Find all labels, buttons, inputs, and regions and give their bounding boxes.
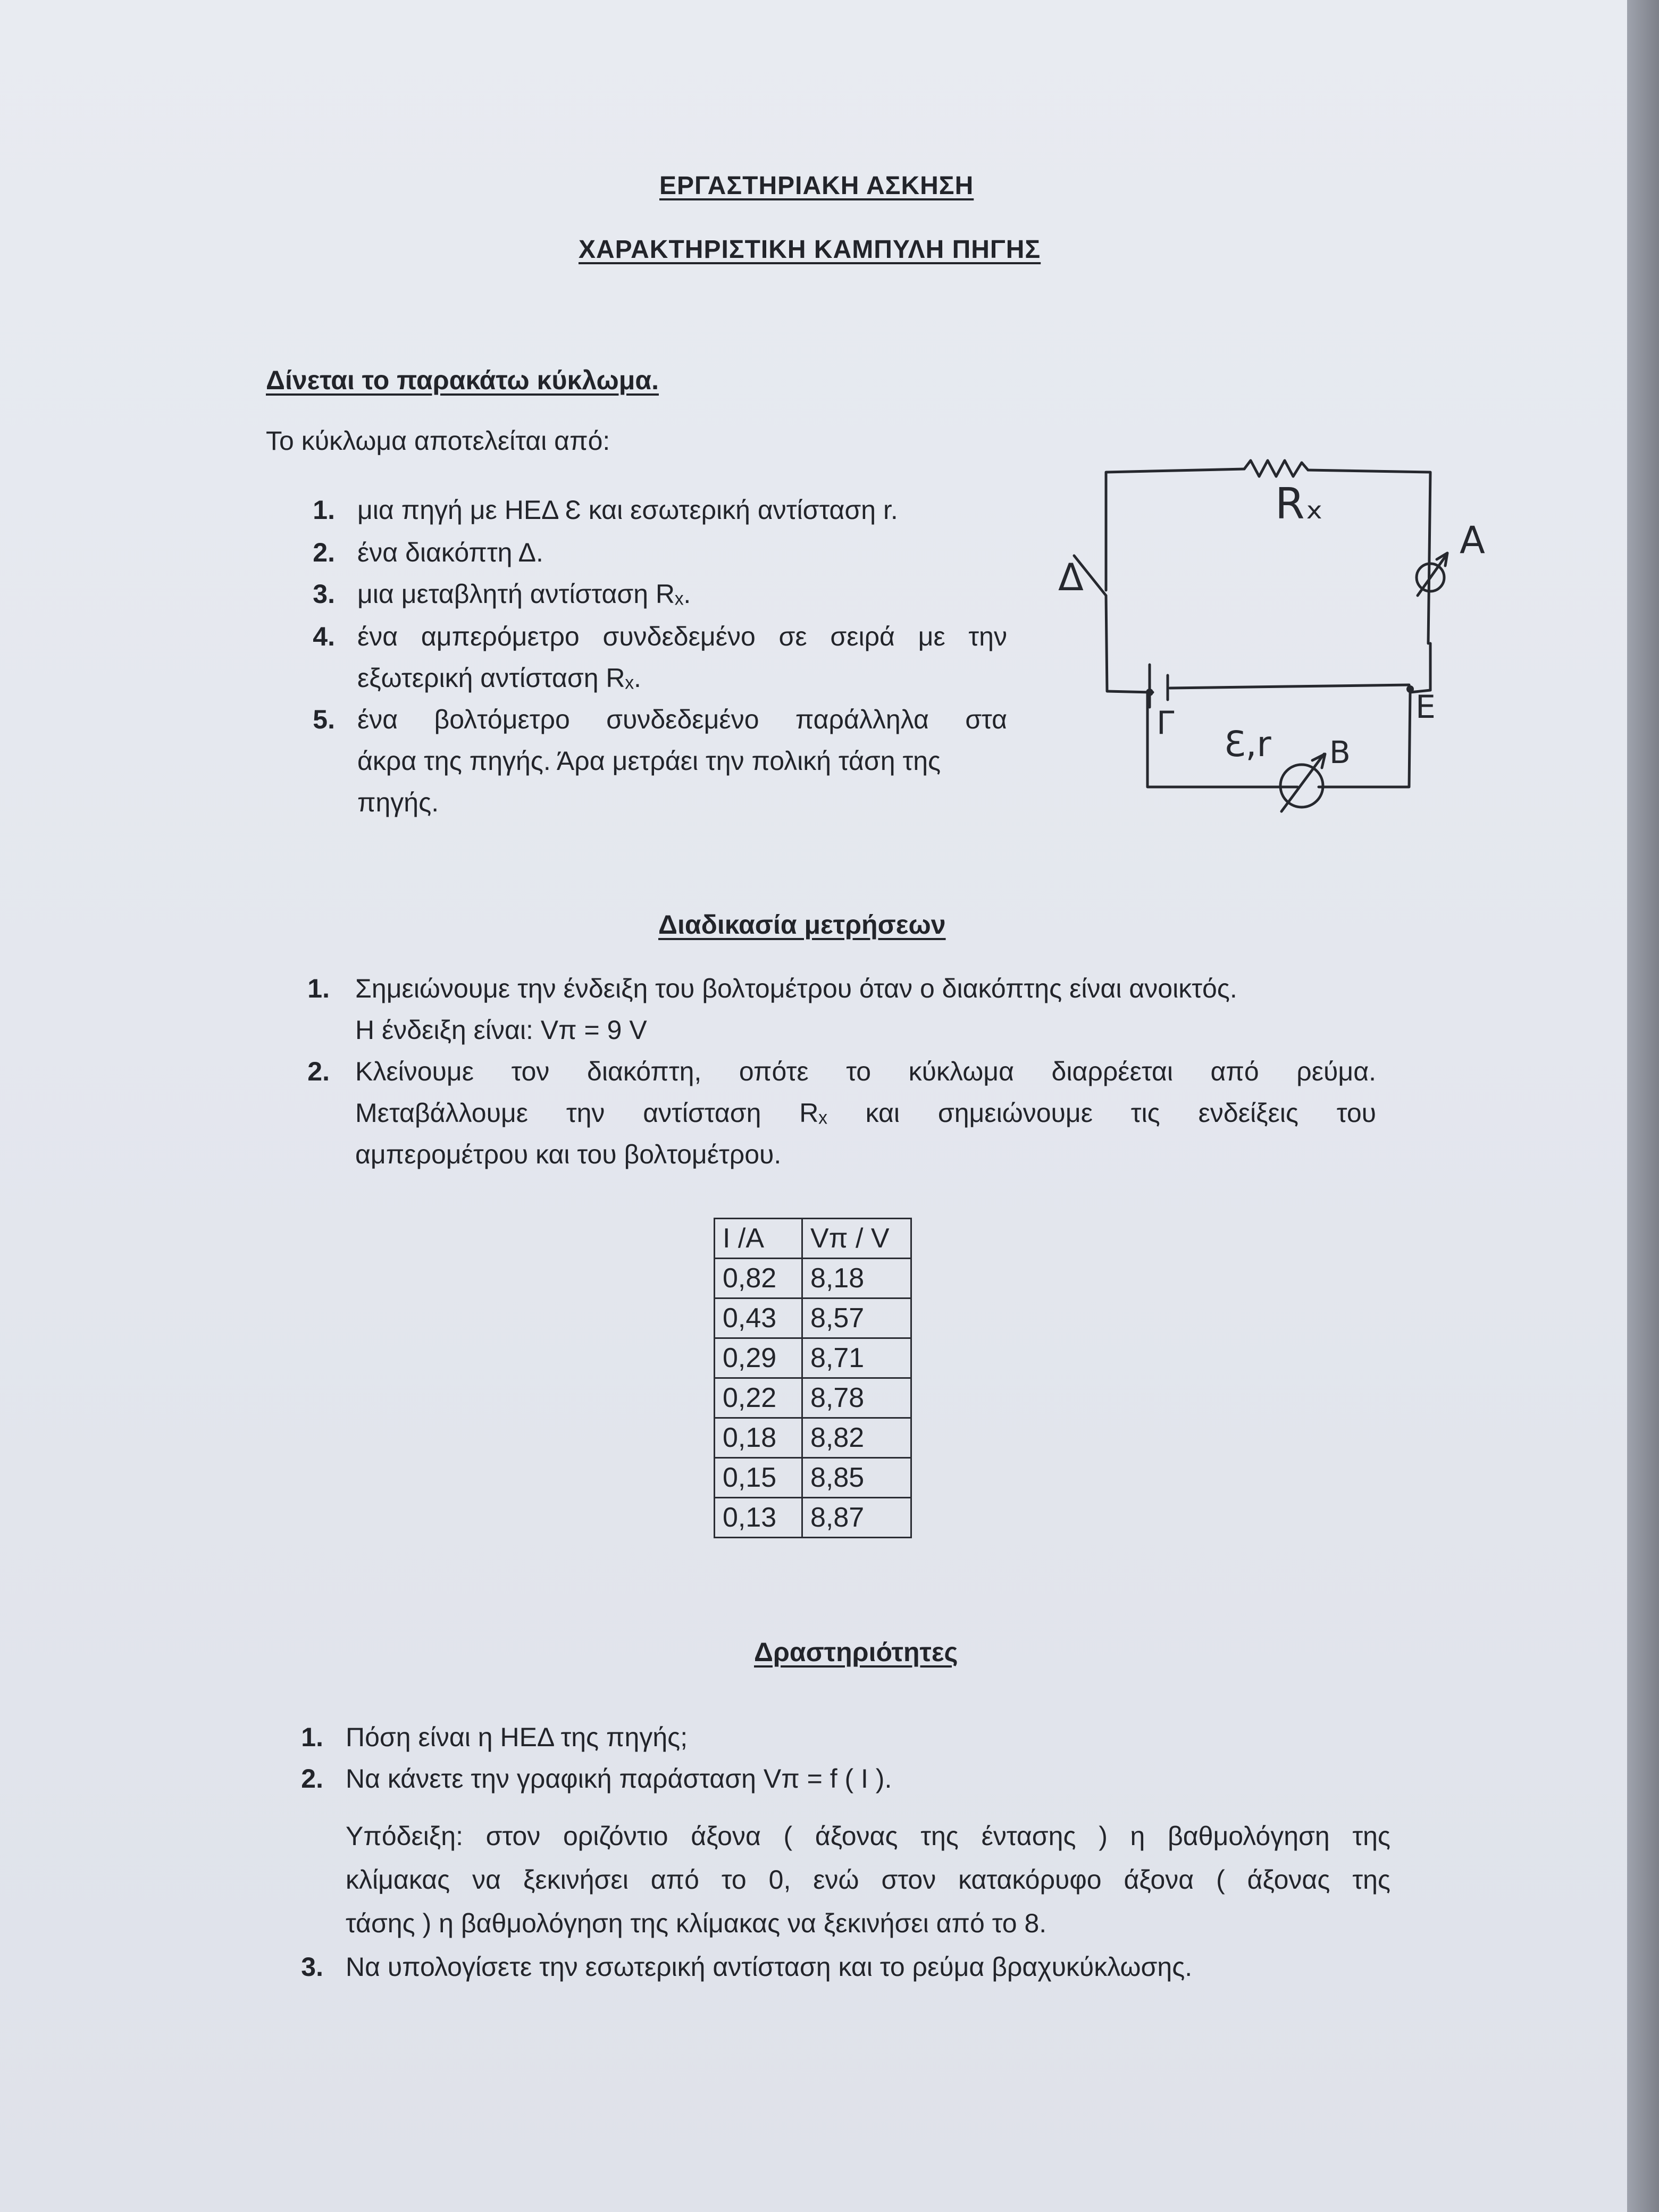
table-row [715,1418,911,1458]
list-number: 5. [313,705,335,734]
list-item-continuation: τάσης ) η βαθμολόγηση της κλίμακας να ξεκινήσει από το 8. [346,1908,1047,1938]
intro-heading: Δίνεται το παρακάτω κύκλωμα. [266,365,659,395]
list-number: 2. [301,1764,323,1794]
list-item: μια πηγή με ΗΕΔ Ɛ και εσωτερική αντίσταση r. [357,495,898,525]
activities-heading: Δραστηριότητες [754,1637,958,1667]
list-number: 3. [301,1952,323,1982]
table-cell: 0,15 [715,1458,802,1498]
list-item: Να κάνετε την γραφική παράσταση Vπ = f ( I ). [346,1764,892,1794]
table-row [715,1298,911,1338]
list-item-continuation: κλίμακας να ξεκινήσει από το 0, ενώ στον κατακόρυφο άξονα ( άξονας της [346,1865,1390,1895]
table-cell: 0,29 [715,1338,802,1378]
ammeter-label: A [1460,518,1485,562]
voltmeter-arrow [1281,754,1325,811]
table-row [715,1378,911,1418]
table-cell: 8,85 [802,1458,911,1498]
table-row [715,1458,911,1498]
page-subtitle: ΧΑΡΑΚΤΗΡΙΣΤΙΚΗ ΚΑΜΠΥΛΗ ΠΗΓΗΣ [579,236,1041,264]
table-cell: 8,57 [802,1298,911,1338]
list-item: ένα βολτόμετρο συνδεδεμένο παράλληλα στα [357,705,1007,734]
table-cell: 0,82 [715,1259,802,1298]
table-cell: 0,18 [715,1418,802,1458]
table-cell: 0,43 [715,1298,802,1338]
list-item: ένα διακόπτη Δ. [357,538,543,567]
table-cell: 0,13 [715,1498,802,1538]
procedure-heading: Διαδικασία μετρήσεων [658,910,946,940]
resistor-label: Rₓ [1275,479,1324,529]
voltmeter-label: B [1329,734,1351,770]
resistor-zigzag [1244,460,1308,476]
table-row [715,1259,911,1298]
list-number: 1. [307,974,330,1003]
list-number: 4. [313,622,335,651]
list-item: ένα αμπερόμετρο συνδεδεμένο σε σειρά με την [357,622,1007,651]
circuit-diagram [1058,441,1499,835]
table-cell: 8,18 [802,1259,911,1298]
column-header-current: I /A [715,1219,802,1259]
table-header-row [715,1219,911,1259]
table-cell: 0,22 [715,1378,802,1418]
list-item-continuation: εξωτερική αντίσταση Rₓ. [357,663,641,693]
list-item-continuation: Η ένδειξη είναι: Vπ = 9 V [355,1015,647,1045]
list-number: 1. [301,1722,323,1752]
list-number: 3. [313,579,335,609]
battery-wire-right [1170,643,1430,692]
measurements-table [714,1218,912,1538]
node-right-label: E [1415,689,1436,726]
list-item-continuation: πηγής. [357,787,439,817]
list-number: 1. [313,495,335,525]
column-header-voltage: Vπ / V [802,1219,911,1259]
desk-edge [1627,0,1659,2212]
table-cell: 8,78 [802,1378,911,1418]
list-item: Πόση είναι η ΗΕΔ της πηγής; [346,1722,688,1752]
top-wire-right [1308,470,1430,643]
table-row [715,1338,911,1378]
list-item-continuation: αμπερομέτρου και του βολτομέτρου. [355,1139,782,1169]
list-number: 2. [313,538,335,567]
table-row [715,1498,911,1538]
list-item: μια μεταβλητή αντίσταση Rₓ. [357,579,691,609]
table-cell: 8,82 [802,1418,911,1458]
voltmeter-branch [1147,692,1410,787]
table-cell: 8,87 [802,1498,911,1538]
list-number: 2. [307,1057,330,1086]
node-left-label: Γ [1157,705,1175,742]
list-item-continuation: Υπόδειξη: στον οριζόντιο άξονα ( άξονας της έντασης ) η βαθμολόγηση της [346,1821,1390,1851]
left-wire [1106,596,1153,692]
top-wire [1106,469,1244,590]
list-item: Κλείνουμε τον διακόπτη, οπότε το κύκλωμα διαρρέεται από ρεύμα. [355,1057,1376,1086]
intro-lead: Το κύκλωμα αποτελείται από: [266,426,610,456]
list-item: Σημειώνουμε την ένδειξη του βολτομέτρου όταν ο διακόπτης είναι ανοικτός. [355,974,1237,1003]
table-cell: 8,71 [802,1338,911,1378]
page-title: ΕΡΓΑΣΤΗΡΙΑΚΗ ΑΣΚΗΣΗ [659,172,974,200]
source-label: Ɛ,r [1224,724,1271,765]
list-item-continuation: άκρα της πηγής. Άρα μετράει την πολική τάση της [357,746,941,776]
switch-label: Δ [1058,556,1084,599]
list-item-continuation: Μεταβάλλουμε την αντίσταση Rₓ και σημειώνουμε τις ενδείξεις του [355,1098,1376,1128]
list-item: Να υπολογίσετε την εσωτερική αντίσταση και το ρεύμα βραχυκύκλωσης. [346,1952,1193,1982]
